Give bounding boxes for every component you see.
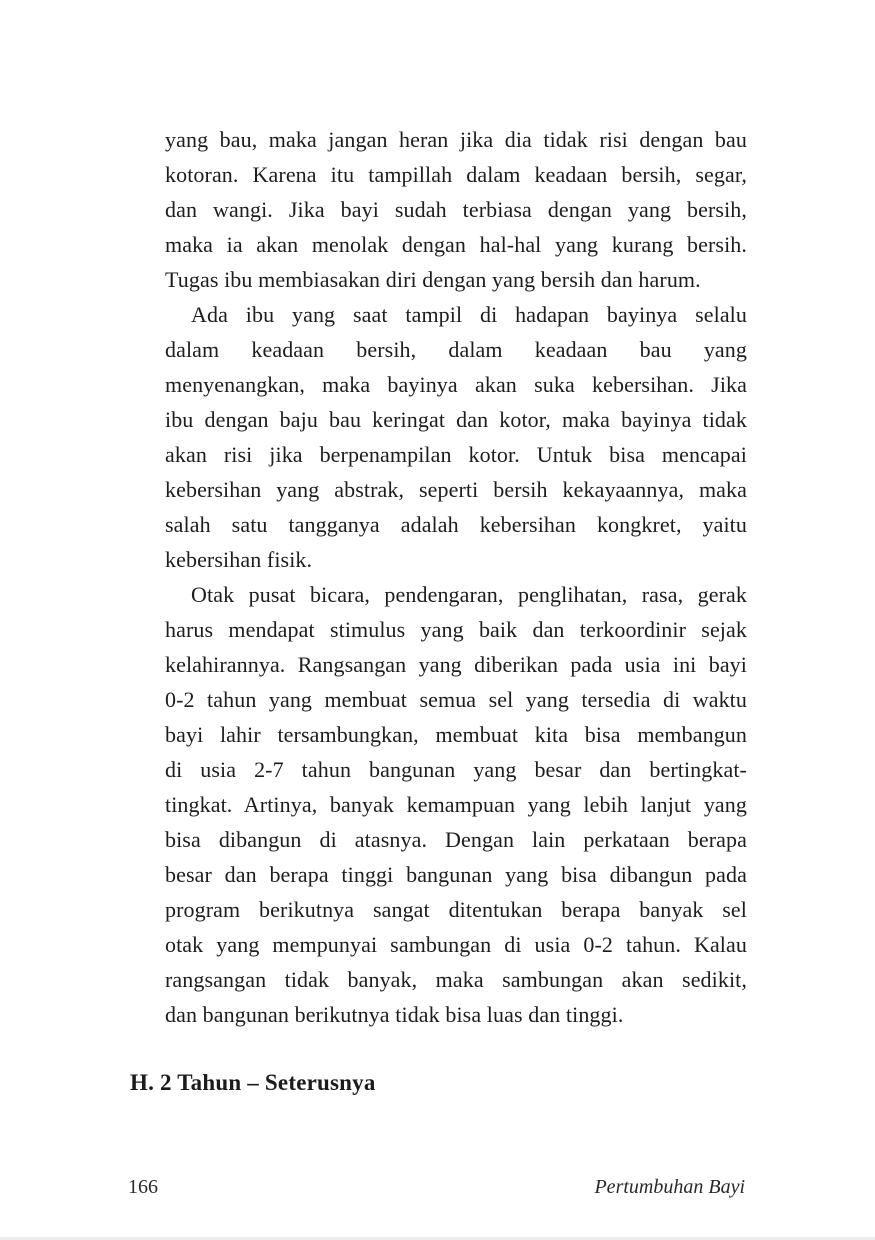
paragraph <box>165 122 747 297</box>
text-line: kebersihan fisik. <box>165 547 313 572</box>
text-line: dan wangi. Jika bayi sudah terbiasa dengan yang bersih, <box>165 197 747 222</box>
text-line: harus mendapat stimulus yang baik dan terkoordinir sejak <box>165 617 747 642</box>
section-heading: H. 2 Tahun – Seterusnya <box>130 1070 376 1095</box>
text-line: akan risi jika berpenampilan kotor. Untuk bisa mencapai <box>165 442 747 467</box>
text-line: otak yang mempunyai sambungan di usia 0-2 tahun. Kalau <box>165 932 747 957</box>
paragraph <box>165 297 747 577</box>
body-text-block <box>165 122 747 1032</box>
text-line: bisa dibangun di atasnya. Dengan lain perkataan berapa <box>165 827 747 852</box>
text-line: 0-2 tahun yang membuat semua sel yang tersedia di waktu <box>165 687 747 712</box>
text-line: tingkat. Artinya, banyak kemampuan yang lebih lanjut yang <box>165 792 747 817</box>
text-line: dan bangunan berikutnya tidak bisa luas dan tinggi. <box>165 1002 624 1027</box>
footer-page-number: 166 <box>128 1176 158 1198</box>
text-line: yang bau, maka jangan heran jika dia tidak risi dengan bau <box>165 127 747 152</box>
text-line: menyenangkan, maka bayinya akan suka kebersihan. Jika <box>165 372 747 397</box>
text-line: kebersihan yang abstrak, seperti bersih kekayaannya, maka <box>165 477 747 502</box>
text-line: maka ia akan menolak dengan hal-hal yang kurang bersih. <box>165 232 747 257</box>
text-line: kelahirannya. Rangsangan yang diberikan pada usia ini bayi <box>165 652 747 677</box>
text-line: rangsangan tidak banyak, maka sambungan akan sedikit, <box>165 967 747 992</box>
text-line: bayi lahir tersambungkan, membuat kita bisa membangun <box>165 722 747 747</box>
paragraph <box>165 577 747 1032</box>
footer-running-title: Pertumbuhan Bayi <box>594 1176 745 1198</box>
text-line: besar dan berapa tinggi bangunan yang bisa dibangun pada <box>165 862 747 887</box>
text-line: salah satu tangganya adalah kebersihan kongkret, yaitu <box>165 512 747 537</box>
text-line: Otak pusat bicara, pendengaran, penglihatan, rasa, gerak <box>191 582 747 607</box>
text-line: ibu dengan baju bau keringat dan kotor, maka bayinya tidak <box>165 407 747 432</box>
text-line: di usia 2-7 tahun bangunan yang besar dan bertingkat- <box>165 757 747 782</box>
text-line: kotoran. Karena itu tampillah dalam keadaan bersih, segar, <box>165 162 747 187</box>
text-line: program berikutnya sangat ditentukan berapa banyak sel <box>165 897 747 922</box>
text-line: Tugas ibu membiasakan diri dengan yang bersih dan harum. <box>165 267 701 292</box>
text-line: Ada ibu yang saat tampil di hadapan bayinya selalu <box>191 302 747 327</box>
text-line: dalam keadaan bersih, dalam keadaan bau yang <box>165 337 747 362</box>
